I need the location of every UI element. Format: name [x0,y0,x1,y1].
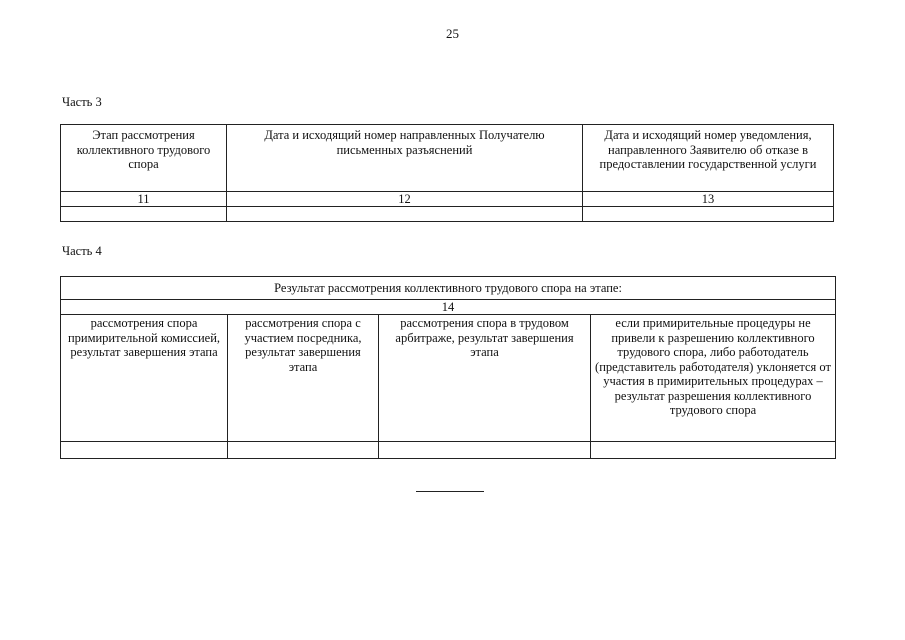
part4-table [60,276,836,459]
part4-header-labor-arbitration: рассмотрения спора в трудовом арбитраже, результат завершения этапа [379,315,591,442]
part4-empty-cell [228,442,379,459]
part4-header-unresolved-result: если примирительные процедуры не привели к разрешению коллективного трудового спора, либо работодатель (представитель работодателя) уклоняется от участия в примирительных процедурах – результат разрешения коллективного трудового спора [591,315,836,442]
part3-header-stage: Этап рассмотрения коллективного трудового спора [61,125,227,192]
part4-header-conciliation-commission: рассмотрения спора примирительной комиссией, результат завершения этапа [61,315,228,442]
page-number: 25 [446,26,459,41]
part4-col-number-14: 14 [61,300,836,315]
footer-divider [416,491,484,492]
table-row [61,277,836,300]
table-row [61,192,834,207]
table-row [61,315,836,442]
part4-empty-cell [379,442,591,459]
table-row [61,207,834,222]
part3-table [60,124,834,222]
part4-empty-cell [591,442,836,459]
part3-empty-cell [61,207,227,222]
part4-title: Результат рассмотрения коллективного трудового спора на этапе: [61,277,836,300]
part3-empty-cell [227,207,583,222]
table-row [61,300,836,315]
part3-col-number-12: 12 [227,192,583,207]
part4-header-mediator: рассмотрения спора с участием посредника, результат завершения этапа [228,315,379,442]
table-row [61,442,836,459]
part4-empty-cell [61,442,228,459]
part3-header-clarifications: Дата и исходящий номер направленных Получателю письменных разъяснений [227,125,583,192]
part3-col-number-13: 13 [583,192,834,207]
part3-col-number-11: 11 [61,192,227,207]
table-row [61,125,834,192]
part3-empty-cell [583,207,834,222]
part3-header-refusal-notice: Дата и исходящий номер уведомления, направленного Заявителю об отказе в предоставлении государственной услуги [583,125,834,192]
part4-label: Часть 4 [62,244,102,258]
part3-label: Часть 3 [62,95,102,109]
